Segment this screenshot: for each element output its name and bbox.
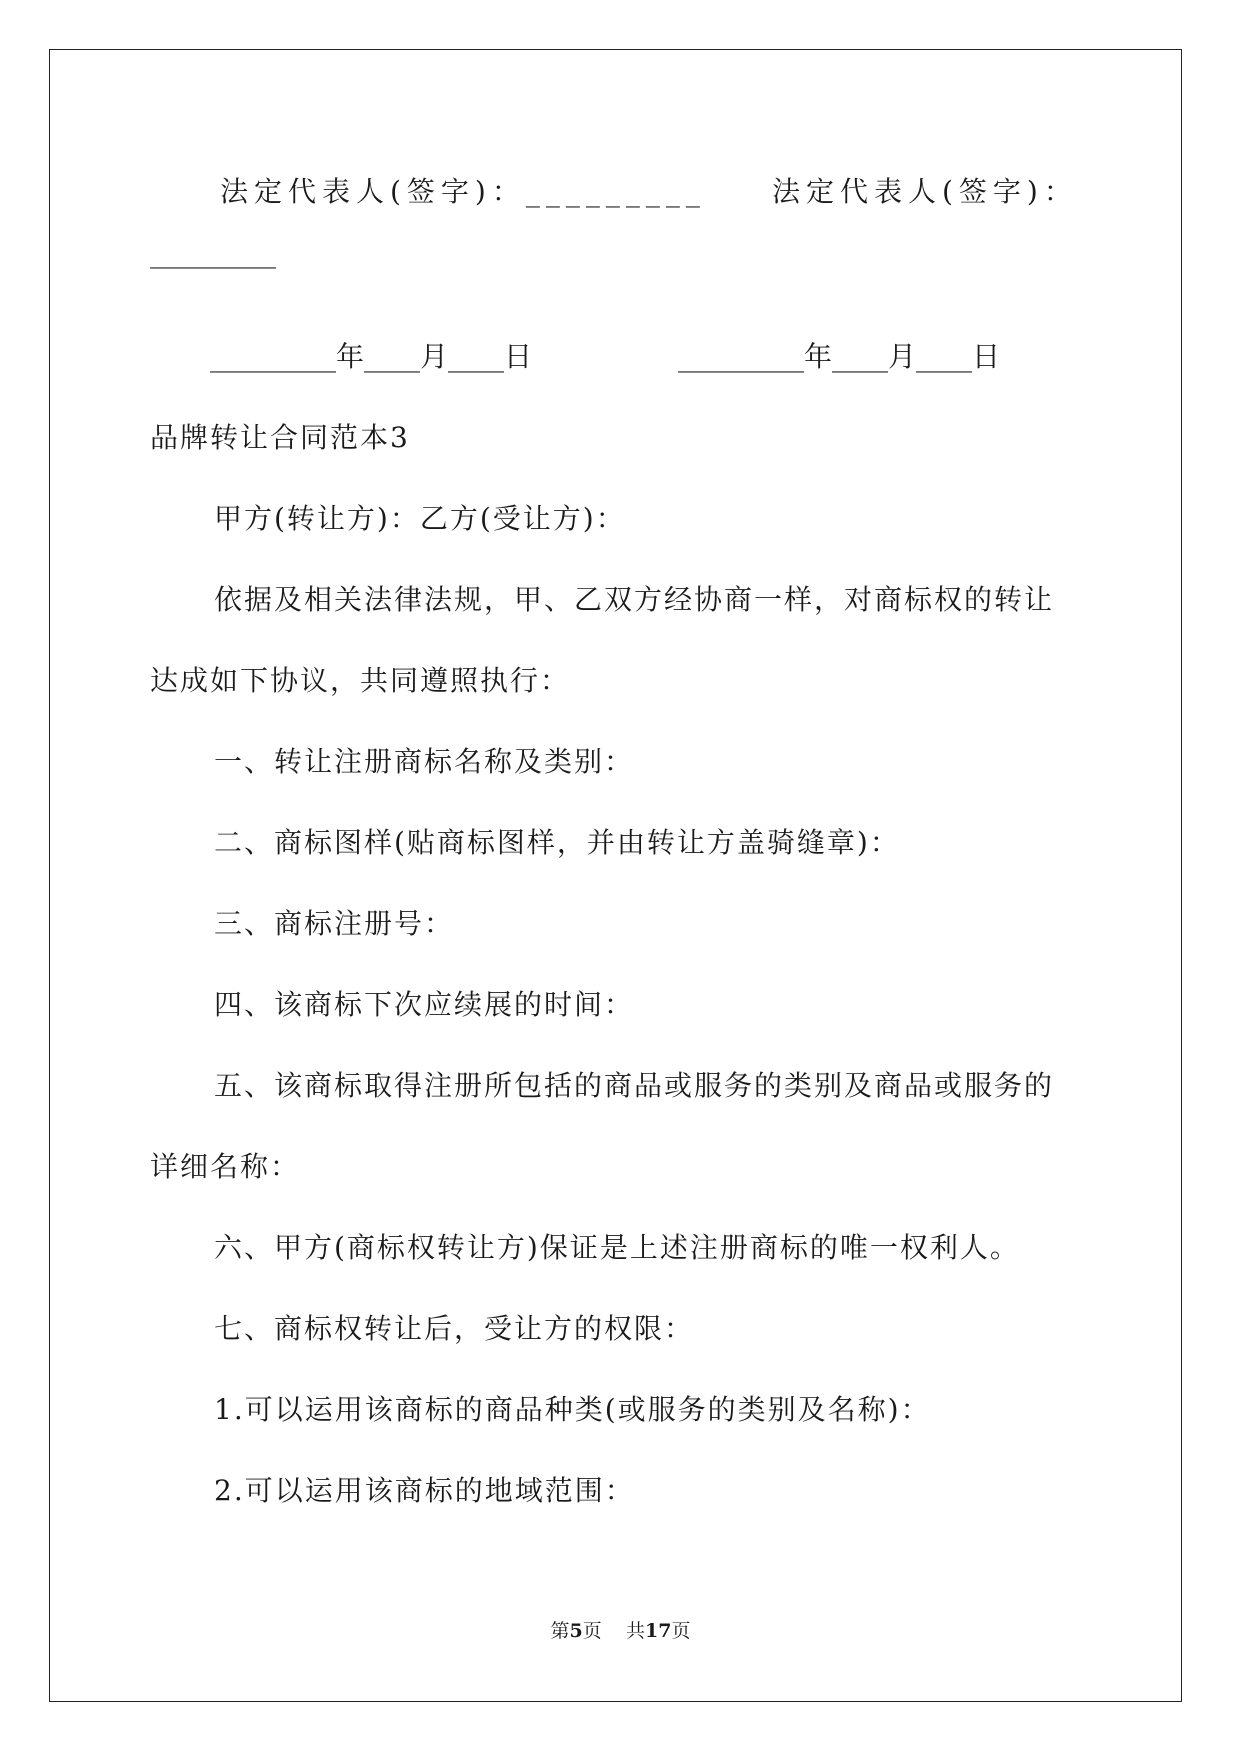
- clause-7: 七、商标权转让后，受让方的权限：: [214, 1312, 695, 1345]
- intro-line-1: 依据及相关法律法规，甲、乙双方经协商一样，对商标权的转让: [214, 583, 1055, 616]
- total-pages: 17: [644, 1620, 672, 1642]
- page-suffix: 页: [582, 1620, 602, 1642]
- date-right: _________年____月____日: [678, 340, 1001, 373]
- page-number: 5: [569, 1620, 583, 1642]
- contract-title: 品牌转让合同范本3: [150, 421, 410, 454]
- total-suffix: 页: [671, 1620, 691, 1642]
- signature-right: 法定代表人(签字)：: [772, 175, 1078, 208]
- signature-continuation: _________: [150, 236, 276, 269]
- total-prefix: 共: [625, 1620, 645, 1642]
- intro-line-2: 达成如下协议，共同遵照执行：: [150, 664, 571, 697]
- clause-7-item-2: 2.可以运用该商标的地域范围：: [214, 1474, 635, 1507]
- clause-6: 六、甲方(商标权转让方)保证是上述注册商标的唯一权利人。: [214, 1231, 1020, 1264]
- signature-left: 法定代表人(签字)：_________: [220, 175, 706, 208]
- date-left: _________年____月____日: [210, 340, 533, 373]
- clause-1: 一、转让注册商标名称及类别：: [214, 745, 635, 778]
- page-border: [49, 49, 1182, 1702]
- clause-7-item-1: 1.可以运用该商标的商品种类(或服务的类别及名称)：: [214, 1393, 931, 1426]
- parties-line: 甲方(转让方)：乙方(受让方)：: [214, 502, 626, 535]
- clause-3: 三、商标注册号：: [214, 907, 455, 940]
- clause-4: 四、该商标下次应续展的时间：: [214, 988, 635, 1021]
- clause-2: 二、商标图样(贴商标图样，并由转让方盖骑缝章)：: [214, 826, 900, 859]
- page-footer: [0, 1619, 1241, 1643]
- clause-5-line-2: 详细名称：: [150, 1150, 301, 1183]
- page-prefix: 第: [550, 1620, 570, 1642]
- clause-5-line-1: 五、该商标取得注册所包括的商品或服务的类别及商品或服务的: [214, 1069, 1055, 1102]
